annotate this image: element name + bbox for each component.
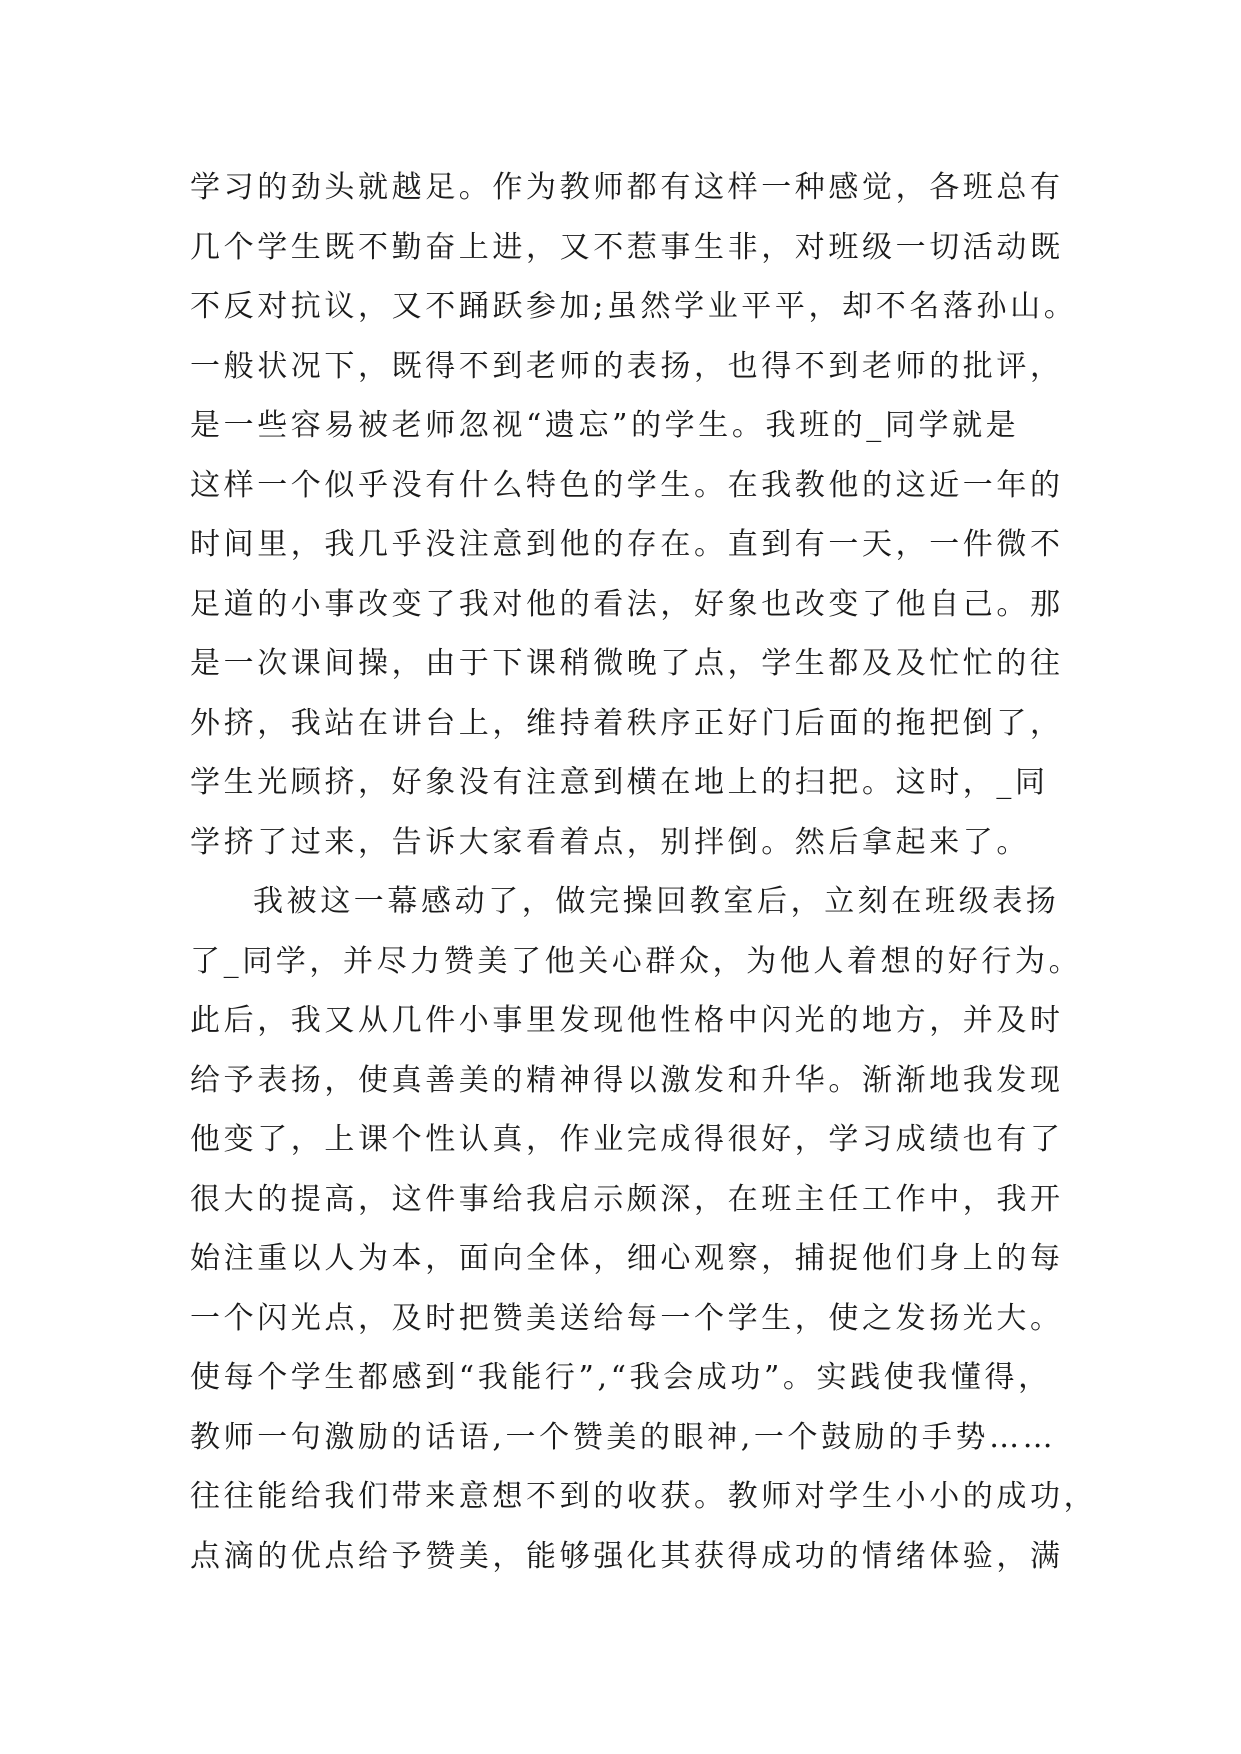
text-line: 学生光顾挤，好象没有注意到横在地上的扫把。这时，_同 — [190, 765, 1049, 800]
text-line: 不反对抗议，又不踊跃参加;虽然学业平平，却不名落孙山。 — [190, 289, 1078, 324]
text-line: 学习的劲头就越足。作为教师都有这样一种感觉，各班总有 — [190, 170, 1064, 205]
text-line: 了_同学，并尽力赞美了他关心群众，为他人着想的好行为。 — [190, 943, 1083, 979]
text-line: 很大的提高，这件事给我启示颇深，在班主任工作中，我开 — [190, 1181, 1064, 1217]
text-line: 这样一个似乎没有什么特色的学生。在我教他的这近一年的 — [190, 467, 1064, 503]
text-line: 是一些容易被老师忽视“遗忘”的学生。我班的_同学就是 — [190, 408, 1020, 443]
text-line: 往往能给我们带来意想不到的收获。教师对学生小小的成功， — [190, 1479, 1098, 1514]
text-line: 一般状况下，既得不到老师的表扬，也得不到老师的批评， — [190, 348, 1064, 384]
body-text — [190, 158, 1098, 1586]
text-line: 一个闪光点，及时把赞美送给每一个学生，使之发扬光大。 — [190, 1300, 1064, 1336]
text-line: 始注重以人为本，面向全体，细心观察，捕捉他们身上的每 — [190, 1241, 1064, 1276]
text-line: 教师一句激励的话语,一个赞美的眼神,一个鼓励的手势…… — [190, 1419, 1057, 1455]
text-line: 时间里，我几乎没注意到他的存在。直到有一天，一件微不 — [190, 527, 1064, 562]
text-line: 是一次课间操，由于下课稍微晚了点，学生都及及忙忙的往 — [190, 646, 1064, 681]
text-line: 给予表扬，使真善美的精神得以激发和升华。渐渐地我发现 — [190, 1062, 1064, 1098]
text-line: 足道的小事改变了我对他的看法，好象也改变了他自己。那 — [190, 586, 1064, 622]
text-line: 学挤了过来，告诉大家看着点，别拌倒。然后拿起来了。 — [190, 824, 1030, 860]
text-line: 几个学生既不勤奋上进，又不惹事生非，对班级一切活动既 — [190, 229, 1064, 265]
paragraph-first-line: 我被这一幕感动了，做完操回教室后，立刻在班级表扬 — [253, 884, 1060, 919]
text-line: 外挤，我站在讲台上，维持着秩序正好门后面的拖把倒了， — [190, 705, 1064, 741]
text-line: 他变了，上课个性认真，作业完成得很好，学习成绩也有了 — [190, 1122, 1064, 1157]
text-line: 使每个学生都感到“我能行”,“我会成功”。实践使我懂得， — [190, 1360, 1052, 1395]
text-line: 点滴的优点给予赞美，能够强化其获得成功的情绪体验，满 — [190, 1538, 1064, 1574]
text-line: 此后，我又从几件小事里发现他性格中闪光的地方，并及时 — [190, 1003, 1064, 1038]
